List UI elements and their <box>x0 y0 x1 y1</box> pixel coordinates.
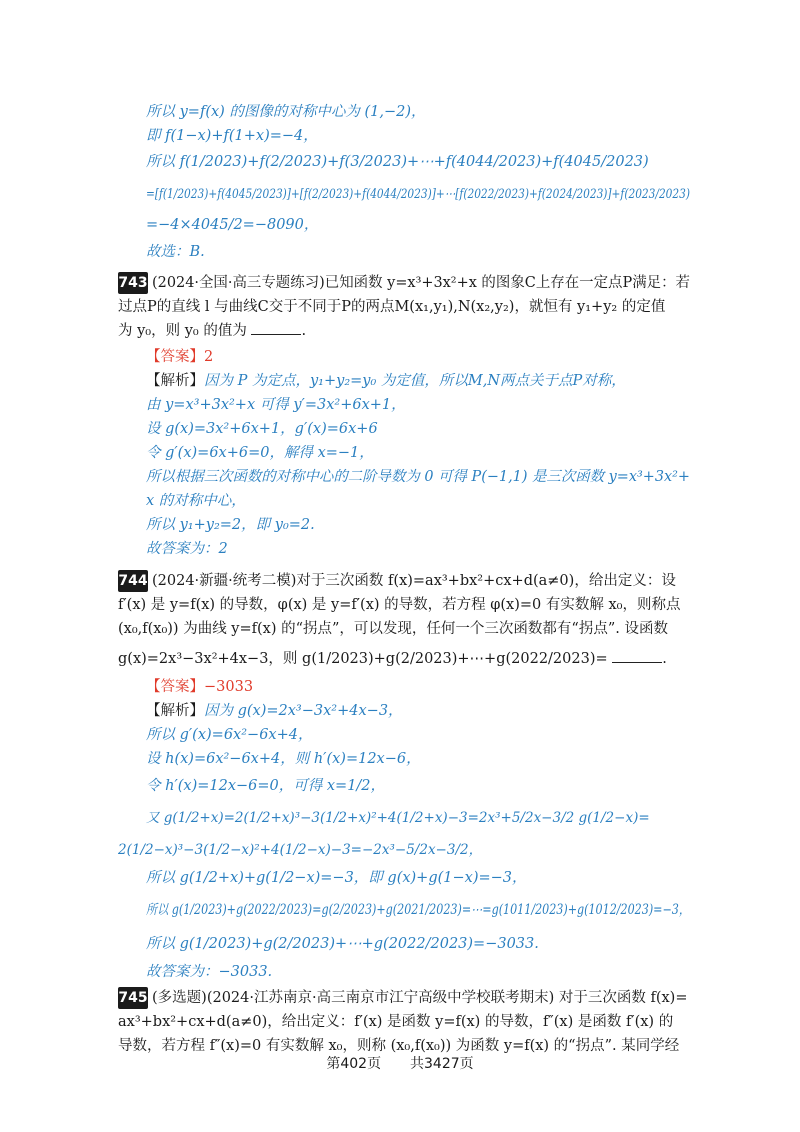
stem-text: g(x)=2x³−3x²+4x−3，则 g(1/2023)+g(2/2023)+⋯+g(2022/2023)= <box>118 651 608 667</box>
question-number: 743 <box>118 272 148 294</box>
total-pages: 共3427页 <box>410 1056 474 1072</box>
analysis-line: 令 g′(x)=6x+6=0，解得 x=−1， <box>146 445 374 461</box>
question-number: 745 <box>118 987 148 1009</box>
answer-value: −3033 <box>204 679 254 695</box>
analysis-line: 所以 y₁+y₂=2，即 y₀=2. <box>146 517 315 533</box>
analysis-line: 又 g(1/2+x)=2(1/2+x)³−3(1/2+x)²+4(1/2+x)−3=2x³+5/2x−3/2 g(1/2−x)= <box>146 810 650 826</box>
analysis-label: 【解析】 <box>146 703 204 719</box>
analysis-line: 所以 g(1/2+x)+g(1/2−x)=−3，即 g(x)+g(1−x)=−3， <box>146 870 527 886</box>
answer-line <box>146 675 253 699</box>
analysis-line: 所以 g(1/2023)+g(2/2023)+⋯+g(2022/2023)=−3033. <box>146 936 539 952</box>
question-stem-line: ax³+bx²+cx+d(a≠0)，给出定义：f′(x) 是函数 y=f(x) 的导数，f″(x) 是函数 f′(x) 的 <box>118 1014 674 1030</box>
analysis-line: 令 h′(x)=12x−6=0，可得 x=1/2， <box>146 778 386 794</box>
question-stem-line: (2024·全国·高三专题练习)已知函数 y=x³+3x²+x 的图象C上存在一定点P满足：若 <box>152 275 690 291</box>
question-stem-line: 过点P的直线 l 与曲线C交于不同于P的两点M(x₁,y₁),N(x₂,y₂)，就恒有 y₁+y₂ 的定值 <box>118 299 666 315</box>
solution-line: =−4×4045/2=−8090， <box>146 217 319 233</box>
question-stem-line <box>118 647 667 671</box>
analysis-line: 故答案为：−3033. <box>146 964 273 980</box>
analysis-line: 所以 g(1/2023)+g(2022/2023)=g(2/2023)+g(2021/2023)=⋯=g(1011/2023)+g(1012/2023)=−3， <box>146 902 690 918</box>
analysis-line: 由 y=x³+3x²+x 可得 y′=3x²+6x+1， <box>146 397 406 413</box>
answer-line <box>146 345 213 369</box>
question-stem-line: (多选题)(2024·江苏南京·高三南京市江宁高级中学校联考期末) 对于三次函数 f(x)= <box>152 990 688 1006</box>
analysis-text: 因为 P 为定点，y₁+y₂=y₀ 为定值，所以M,N两点关于点P对称， <box>204 373 626 389</box>
analysis-line: x 的对称中心， <box>146 493 246 509</box>
analysis-line <box>146 369 626 393</box>
answer-blank <box>251 320 301 335</box>
answer-label: 【答案】 <box>146 679 204 695</box>
solution-line: 即 f(1−x)+f(1+x)=−4， <box>146 128 318 144</box>
analysis-line: 2(1/2−x)³−3(1/2−x)²+4(1/2−x)−3=−2x³−5/2x−3/2， <box>118 842 483 858</box>
question-number: 744 <box>118 570 148 592</box>
analysis-line: 设 h(x)=6x²−6x+4，则 h′(x)=12x−6， <box>146 751 421 767</box>
solution-line: 所以 y=f(x) 的图像的对称中心为 (1,−2)， <box>146 104 426 120</box>
solution-line: 所以 f(1/2023)+f(2/2023)+f(3/2023)+⋯+f(4044/2023)+f(4045/2023) <box>146 154 649 170</box>
question-stem-line: (2024·新疆·统考二模)对于三次函数 f(x)=ax³+bx²+cx+d(a≠0)，给出定义：设 <box>152 573 676 589</box>
analysis-label: 【解析】 <box>146 373 204 389</box>
question-stem-line: f′(x) 是 y=f(x) 的导数，φ(x) 是 y=f′(x) 的导数，若方程 φ(x)=0 有实数解 x₀，则称点 <box>118 597 681 613</box>
analysis-line: 故答案为：2 <box>146 541 228 557</box>
analysis-line: 所以根据三次函数的对称中心的二阶导数为 0 可得 P(−1,1) 是三次函数 y=x³+3x²+ <box>146 469 690 485</box>
page-footer <box>0 1053 800 1073</box>
analysis-line: 设 g(x)=3x²+6x+1，g′(x)=6x+6 <box>146 421 378 437</box>
answer-label: 【答案】 <box>146 349 204 365</box>
question-stem-line: (x₀,f(x₀)) 为曲线 y=f(x) 的“拐点”，可以发现，任何一个三次函数都有“拐点”. 设函数 <box>118 621 668 637</box>
analysis-line <box>146 699 403 723</box>
answer-blank <box>612 648 662 663</box>
solution-line: 故选：B. <box>146 244 205 260</box>
stem-text: 为 y₀，则 y₀ 的值为 <box>118 323 247 339</box>
answer-value: 2 <box>204 349 214 365</box>
question-stem-line <box>118 319 306 343</box>
question-stem-line: 导数，若方程 f″(x)=0 有实数解 x₀，则称 (x₀,f(x₀)) 为函数 y=f(x) 的“拐点”. 某同学经 <box>118 1038 680 1054</box>
page-number: 第402页 <box>326 1056 382 1072</box>
stem-end: . <box>301 323 307 339</box>
analysis-text: 因为 g(x)=2x³−3x²+4x−3， <box>204 703 403 719</box>
analysis-line: 所以 g′(x)=6x²−6x+4， <box>146 727 313 743</box>
stem-end: . <box>662 651 667 667</box>
solution-line: =[f(1/2023)+f(4045/2023)]+[f(2/2023)+f(4044/2023)]+⋯[f(2022/2023)+f(2024/2023)]+f(2023/2023) <box>146 187 690 202</box>
